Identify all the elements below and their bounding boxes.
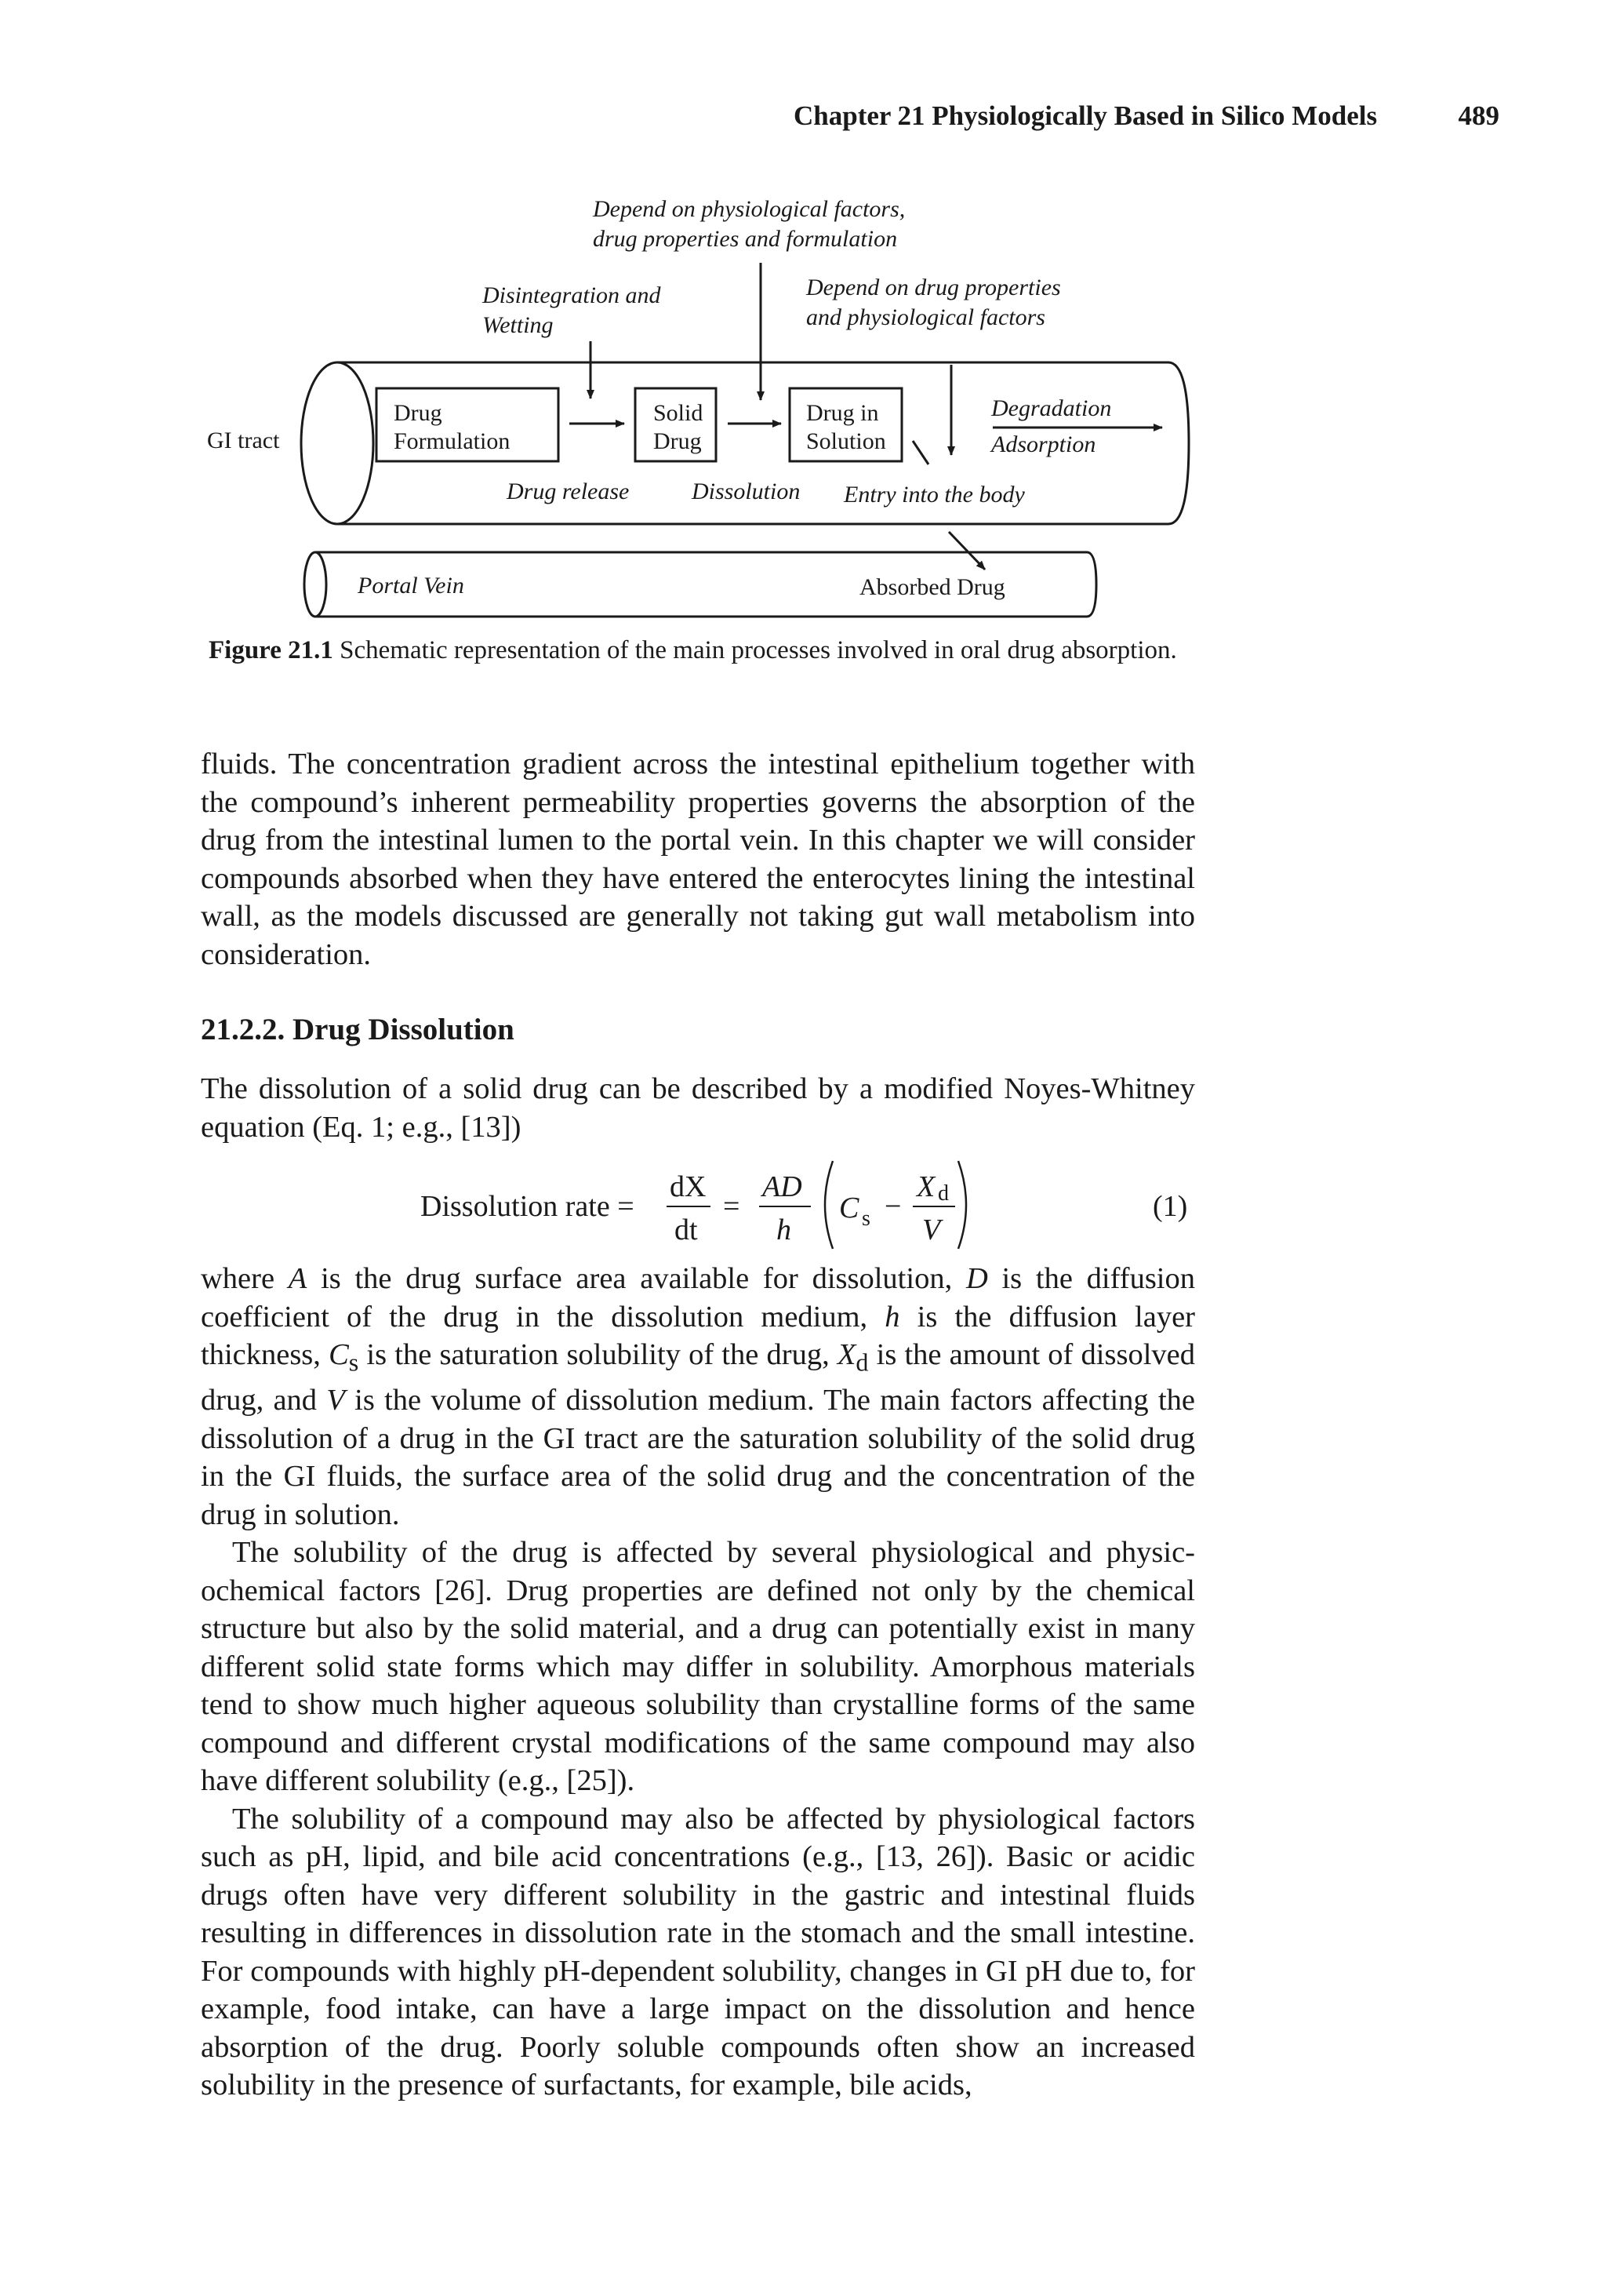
eq-number: (1) xyxy=(1153,1190,1188,1223)
caption-label: Figure 21.1 xyxy=(209,636,333,664)
arrow-absorbed xyxy=(949,532,985,569)
caption-text: Schematic representation of the main processes involved in oral drug absorption. xyxy=(332,636,1177,664)
eq-d: d xyxy=(938,1181,949,1206)
eq-h: h xyxy=(776,1213,791,1246)
note-drug-props-line1: Depend on drug properties xyxy=(806,275,1061,300)
equation-noyes-whitney xyxy=(201,1153,1195,1255)
note-drug-props-line2: and physiological factors xyxy=(806,304,1045,330)
eq-s: s xyxy=(862,1206,870,1231)
eq-minus: − xyxy=(885,1190,902,1223)
box-formulation-line1: Drug xyxy=(394,400,442,426)
paragraph-3 xyxy=(201,1260,1195,2105)
section-heading: 21.2.2. Drug Dissolution xyxy=(201,1013,514,1046)
label-portal-vein: Portal Vein xyxy=(358,573,464,599)
eq-paren-left xyxy=(825,1161,833,1249)
box-formulation-line2: Formulation xyxy=(394,428,511,454)
eq-X: X xyxy=(917,1170,936,1203)
label-entry: Entry into the body xyxy=(844,482,1025,508)
paragraph-1 xyxy=(201,745,1195,973)
eq-C: C xyxy=(839,1192,859,1224)
paragraph-4-text: The solubility of the drug is affected by several physiological and physicochemical factors [26]. Drug properties are defined not only by the chemical structure but also by the solid material, and a drug can potentially exist in many different solid state forms which may differ in solubility. Amorphous materials tend to show much higher aqueous solubility than crystalline forms of the same compound and different crystal modifications of the same compound may also have different solubility (e.g., [25]). xyxy=(201,1536,1195,1798)
note-top-line2: drug properties and formulation xyxy=(593,226,898,252)
note-disintegration-line1: Disintegration and xyxy=(482,282,661,308)
eq-paren-right xyxy=(958,1161,966,1249)
label-absorbed-drug: Absorbed Drug xyxy=(859,574,1005,600)
paragraph-1-text: fluids. The concentration gradient across the intestinal epithelium together with the compound’s inherent permeability properties governs the absorption of the drug from the intestinal lumen to the portal vein. In this chapter we will consider compounds absorbed when they have entered the enterocytes lining the intestinal wall, as the models discussed are generally not taking gut wall metabolism into consideration. xyxy=(201,748,1195,971)
box-solution-line2: Solution xyxy=(806,428,886,454)
chapter-title: Chapter 21 Physiologically Based in Silico Models xyxy=(794,100,1378,131)
box-solid-line2: Drug xyxy=(653,428,702,454)
paragraph-2-text: The dissolution of a solid drug can be described by a modified Noyes-Whitney equation (Eq. 1; e.g., [13]) xyxy=(201,1072,1195,1144)
label-adsorption: Adsorption xyxy=(991,431,1096,457)
eq-AD: AD xyxy=(762,1170,802,1203)
eq-lhs: Dissolution rate = xyxy=(420,1190,634,1223)
box-solid-line1: Solid xyxy=(653,400,703,426)
note-top-line1: Depend on physiological factors, xyxy=(593,196,906,222)
figure-oral-absorption xyxy=(196,188,1215,628)
box-solution-line1: Drug in xyxy=(806,400,879,426)
paragraph-5-text: The solubility of a compound may also be affected by physiological factors such as pH, lipid, and bile acid concentrations (e.g., [13, 26]). Basic or acidic drugs often have very different solubility in the gastric and intestinal fluids resulting in differences in dissolution rate in the stomach and the small intestine. For compounds with highly pH-dependent solubility, changes in GI pH due to, for example, food intake, can have a large impact on the dissolution and hence absorption of the drug. Poorly soluble compounds often show an increased solubility in the presence of surfactants, for example, bile acids, xyxy=(201,1802,1195,2102)
figure-diagram xyxy=(196,188,1215,628)
label-drug-release: Drug release xyxy=(507,478,630,504)
eq-dt: dt xyxy=(674,1213,698,1246)
tick-entry xyxy=(913,441,928,464)
gi-tract-label: GI tract xyxy=(207,428,280,453)
eq-dX: dX xyxy=(670,1170,707,1203)
label-degradation: Degradation xyxy=(991,395,1112,421)
eq-V: V xyxy=(922,1213,941,1246)
figure-caption xyxy=(209,635,1187,665)
page-number: 489 xyxy=(1458,100,1499,131)
running-head xyxy=(794,100,1499,132)
eq-equals: = xyxy=(723,1190,740,1223)
paragraph-3-text: where A is the drug surface area available for dissolution, D is the diffusion coefficient of the drug in the dissolution medium, h is the diffusion layer thickness, $C_s$ is the saturation solubility of the drug, $X_d$ is the amount of dissolved drug, and V is the volume of dissolution medium. The main factors affecting the dissolution of a drug in the GI tract are the saturation solubility of the solid drug in the GI fluids, the surface area of the solid drug and the concentration of the drug in solution. xyxy=(201,1262,1195,1531)
paragraph-2 xyxy=(201,1070,1195,1146)
note-disintegration-line2: Wetting xyxy=(482,312,554,338)
label-dissolution: Dissolution xyxy=(692,478,801,504)
